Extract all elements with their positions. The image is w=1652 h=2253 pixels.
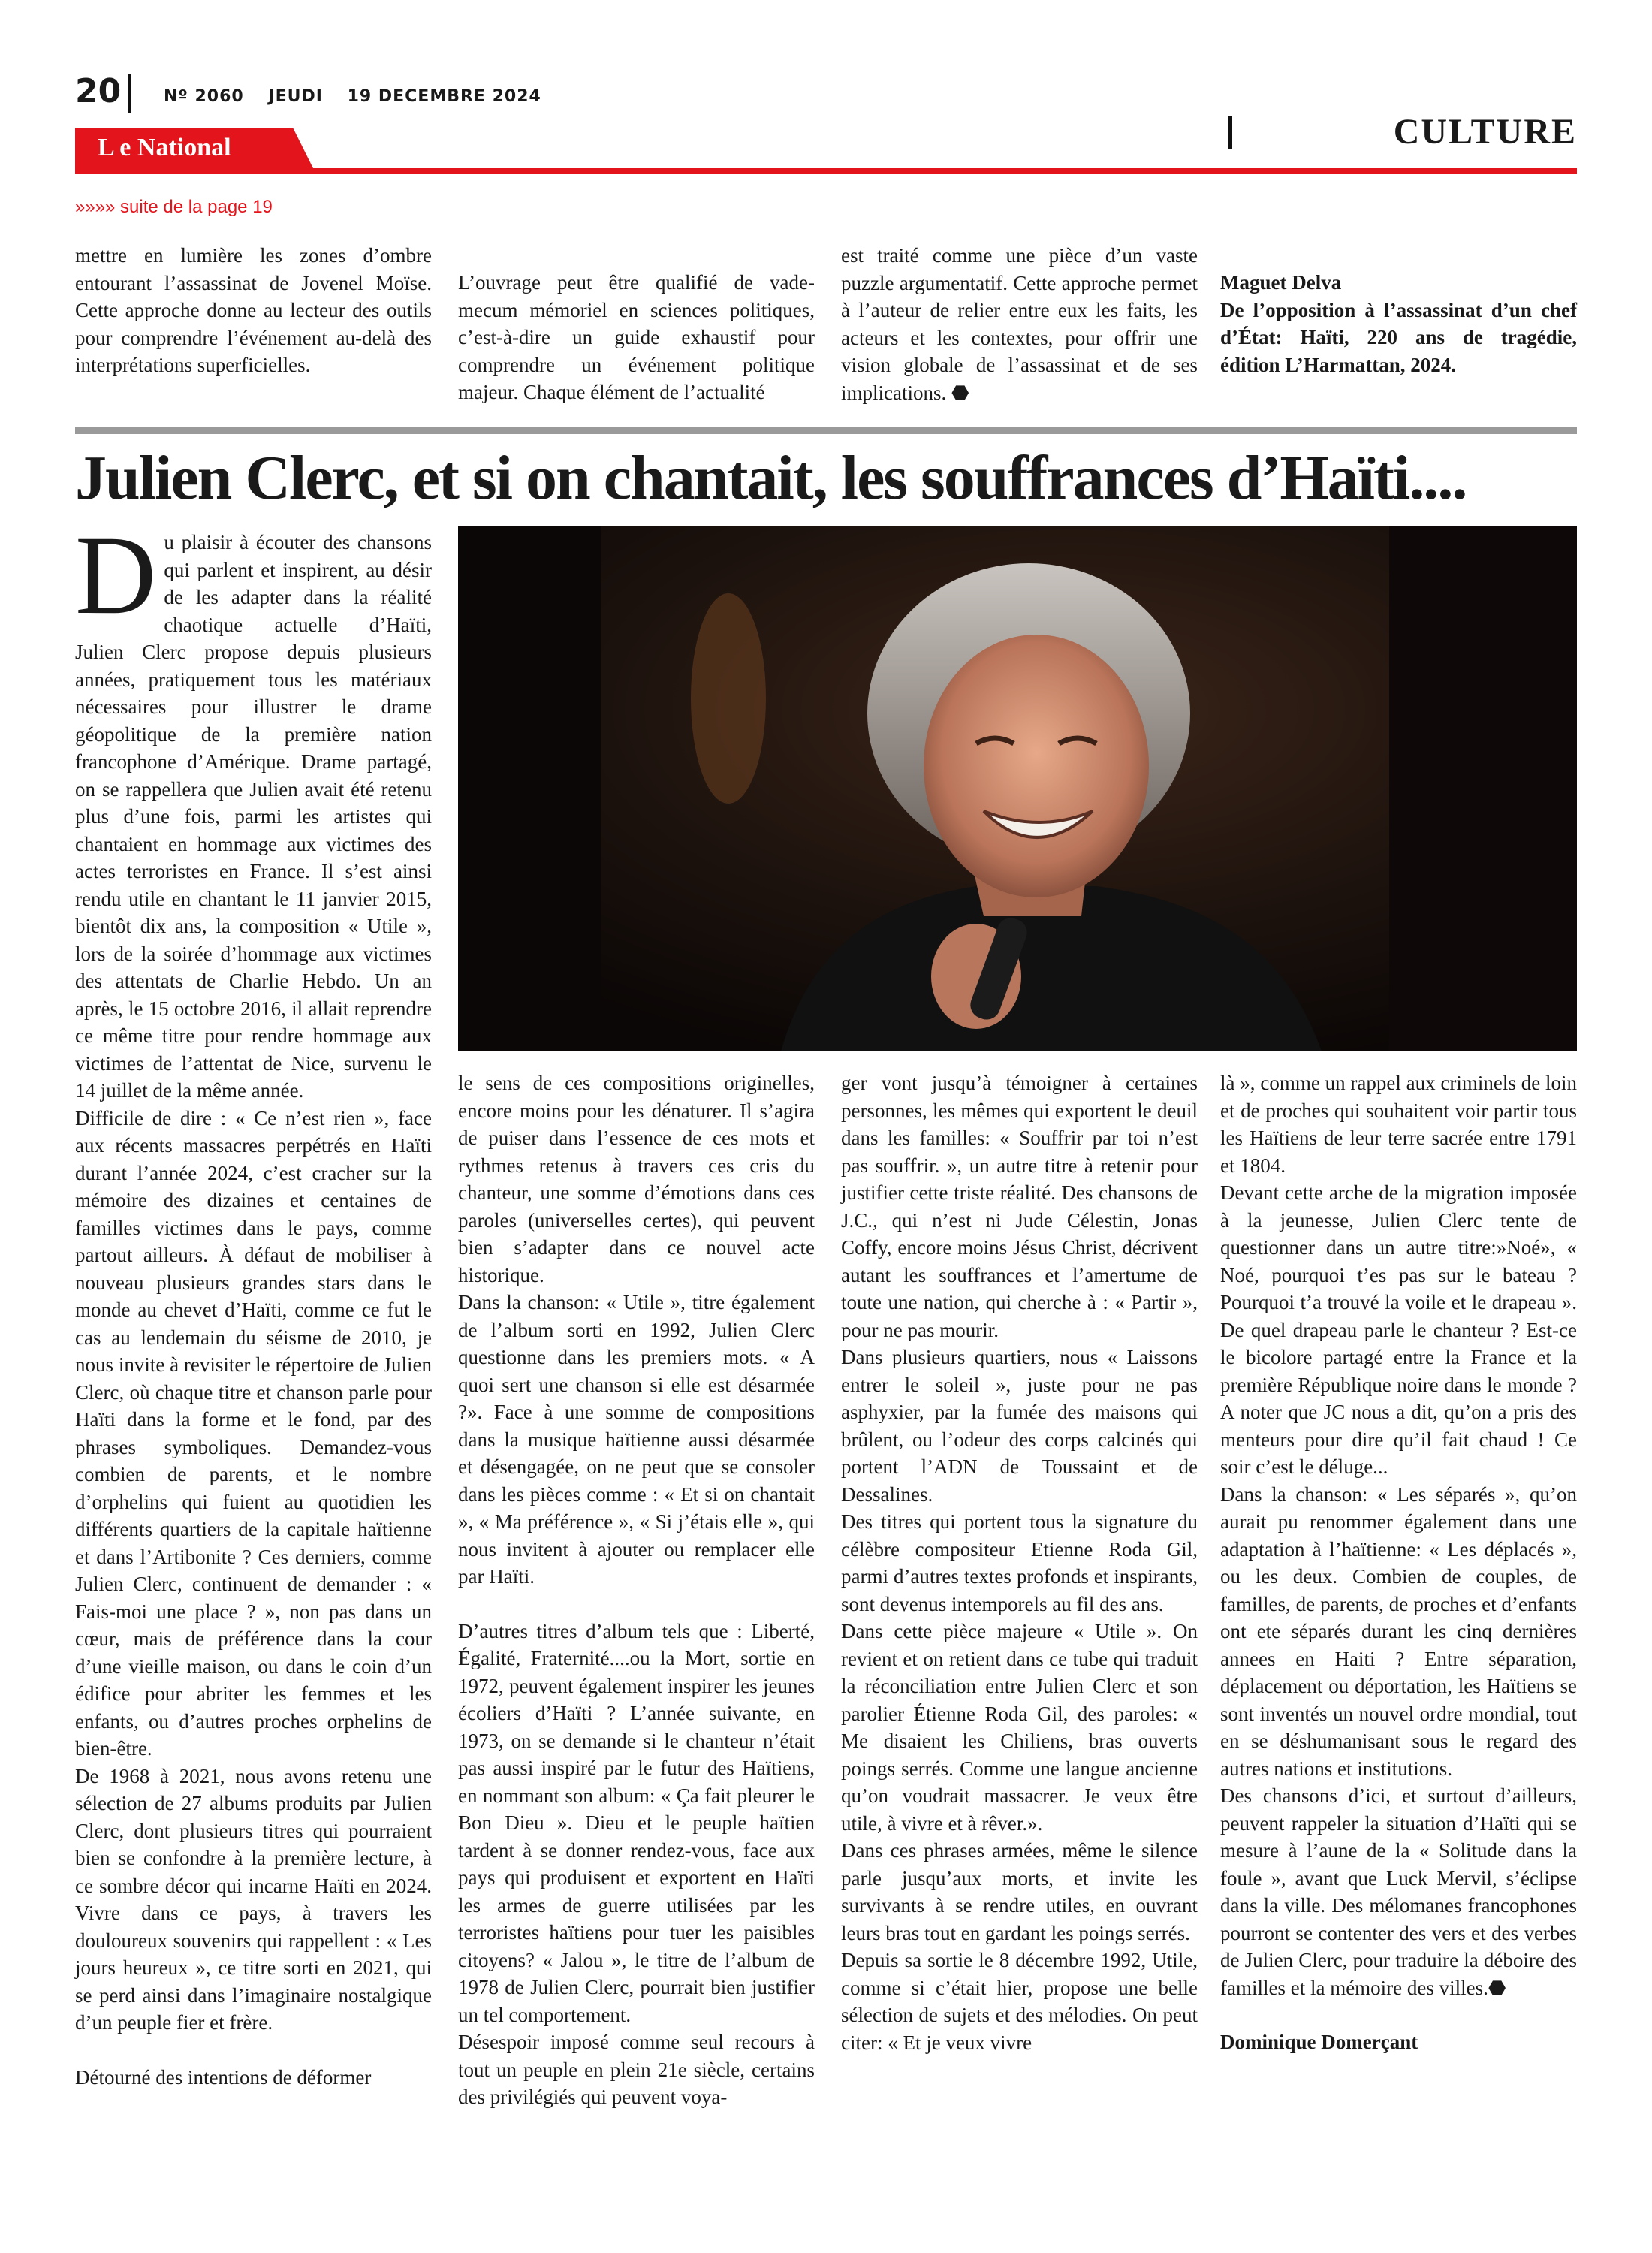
article-photo <box>458 526 1577 1051</box>
page-number-divider <box>128 74 131 113</box>
article-column-4 <box>1220 1069 1577 2056</box>
drop-cap: D <box>75 513 157 638</box>
issue-line <box>164 87 559 106</box>
singer-portrait-illustration <box>458 526 1577 1051</box>
prev-article-text: L’ouvrage peut être qualifié de vade-mecum mémoriel en sciences politiques, c’est-à-dire un guide exhaustif pour comprendre un événement politique majeur. Chaque élément de l’actualité <box>458 271 815 403</box>
brand-name: L e National <box>98 134 231 161</box>
article-paragraph: u plaisir à écouter des chansons qui parlent et inspirent, au désir de les adapter dans la réalité chaotique actuelle d’Haïti, Julien Clerc propose depuis plusieurs années, pratiquement tous les matériaux nécessaires pour illustrer le drame géopolitique de la première nation francophone d’Amérique. Drame partagé, on se rappellera que Julien avait été retenu plus d’une fois, parmi les artistes qui chantaient en hommage aux victimes des actes terroristes en France. Il s’est ainsi rendu utile en chantant le 11 janvier 2015, bientôt dix ans, la composition « Utile », lors de la soirée d’hommage aux victimes des attentats de Charlie Hebdo. Un an après, le 15 octobre 2016, il allait reprendre ce même titre pour rendre hommage aux victimes de l’attentat de Nice, survenu le 14 juillet de la même année. <box>75 531 432 1102</box>
prev-article-col3 <box>841 242 1198 406</box>
article-paragraph: Dans la chanson: « Les séparés », qu’on aurait pu renommer également dans une adaptation à l’haïtienne: « Les déplacés », ou les deux. Combien de couples, de familles, de parents, de proches et d’enfants ont ete séparés durant les cinq dernières annees en Haiti ? Entre séparation, déplacement ou déportation, les Haïtiens se sont inventés un nouvel ordre mondial, tout en se déshumanisant sous le regard des autres nations et institutions. <box>1220 1482 1577 1780</box>
header-rule <box>75 168 1577 174</box>
article-paragraph: Difficile de dire : « Ce n’est rien », face aux récents massacres perpétrés en Haïti durant l’année 2024, c’est cracher sur la mémoire des dizaines et centaines de familles victimes dans le pays, comme partout ailleurs. À défaut de mobiliser à nouveau plusieurs grandes stars dans le monde au chevet d’Haïti, comme ce fut le cas au lendemain du séisme de 2010, je nous invite à revisiter le répertoire de Julien Clerc, où chaque titre et chanson parle pour Haïti dans la forme et le fond, par des phrases symboliques. Demandez-vous combien de parents, et le nombre d’orphelins qui fuient au quotidien les différents quartiers de la capitale haïtienne et dans l’Artibonite ? Ces derniers, comme Julien Clerc, continuent de demander : « Fais-moi une place ? », non pas dans un cœur, mais de préférence dans la cour d’une vieille maison, ou dans le coin d’un édifice pour abriter les femmes et les enfants, ou d’autres proches orphelins de bien-être. <box>75 1106 432 1760</box>
article-separator <box>75 427 1577 434</box>
article-paragraph: Dans ces phrases armées, même le silence parle jusqu’aux morts, et invite les survivants à se rendre utiles, en ouvrant leurs bras tout en gardant les poings serrés. <box>841 1839 1198 1944</box>
issue-day: JEUDI <box>268 87 323 106</box>
article-paragraph: De 1968 à 2021, nous avons retenu une sélection de 27 albums produits par Julien Clerc, dont plusieurs titres qui pourraient bien se confondre à la première lecture, à ce sombre décor qui incarne Haïti en 2024. Vivre dans ce pays, à travers les douloureux souvenirs qui rappellent : « Les jours heureux », ce titre sorti en 2021, qui se perd ainsi dans l’imaginaire nostalgique d’un peuple fier et frère. <box>75 1764 432 2034</box>
article-paragraph: Détourné des intentions de déformer <box>75 2065 372 2089</box>
article-paragraph: le sens de ces compositions originelles, encore moins pour les dénaturer. Il s’agira de puiser dans l’essence de ces mots et rythmes retenus à travers ces cris du chanteur, une somme d’émotions dans ces paroles (universelles certes), qui peuvent bien s’adapter dans ce nouvel acte historique. <box>458 1072 815 1286</box>
article-column-3 <box>841 1069 1198 2056</box>
article-paragraph: Dans la chanson: « Utile », titre également de l’album sorti en 1992, Julien Clerc questionne dans les premiers mots. « A quoi sert une chanson si elle est désarmée ?». Face à une somme de compositions dans la musique haïtienne aussi désarmée et désengagée, on ne peut que se consoler dans les pièces comme : « Et si on chantait », « Ma préférence », « Si j’étais elle », qui nous invitent à ajouter ou remplacer elle par Haïti. <box>458 1291 815 1588</box>
article-column-1 <box>75 513 432 2091</box>
article-paragraph: D’autres titres d’album tels que : Liberté, Égalité, Fraternité....ou la Mort, sortie en 1972, peuvent également inspirer les jeunes écoliers d’Haïti ? L’année suivante, en 1973, on se demande si le chanteur n’était pas aussi inspiré par le futur des Haïtiens, en nommant son album: « Ça fait pleurer le Bon Dieu ». Dieu et le peuple haïtien tardent à se donner rendez-vous, face aux pays qui produisent et exportent en Haïti les armes de guerre utilisées par les terroristes haïtiens pour tuer les paisibles citoyens? « Jalou », le titre de l’album de 1978 de Julien Clerc, pourrait bien justifier un tel comportement. <box>458 1619 815 2026</box>
issue-number: Nº 2060 <box>164 87 244 106</box>
page-number: 20 <box>75 72 122 110</box>
prev-article-author: Maguet Delva <box>1220 271 1342 294</box>
prev-article-byline <box>1220 269 1577 379</box>
section-title: CULTURE <box>1393 112 1577 152</box>
prev-article-col2 <box>458 269 815 406</box>
prev-article-text: mettre en lumière les zones d’ombre entourant l’assassinat de Jovenel Moïse. Cette approche donne au lecteur des outils pour comprendre l’événement au-delà des interprétations superficielles. <box>75 244 432 376</box>
article-paragraph: Depuis sa sortie le 8 décembre 1992, Utile, comme si c’était hier, propose une belle sélection de sujets et des mélodies. On peut citer: « Et je veux vivre <box>841 1949 1198 2054</box>
article-paragraph: Dans plusieurs quartiers, nous « Laissons entrer le soleil », juste pour ne pas asphyxier, par la fumée des maisons qui brûlent, ou l’odeur des corps calcinés qui portent l’ADN de Toussaint et de Dessalines. <box>841 1346 1198 1506</box>
prev-article-text: est traité comme une pièce d’un vaste puzzle argumentatif. Cette approche permet à l’auteur de relier entre eux les faits, les acteurs et les contextes, pour offrir une vision globale de l’assassinat et de ses implications. ⬣ <box>841 244 1198 404</box>
article-paragraph: ger vont jusqu’à témoigner à certaines personnes, les mêmes qui exportent le deuil dans les familles: « Souffrir par toi n’est pas souffrir. », un autre titre à retenir pour justifier cette triste réalité. Des chansons de J.C., qui n’est ni Jude Célestin, Jonas Coffy, encore moins Jésus Christ, décrivent autant les souffrances et l’amertume de toute une nation, qui cherche à : « Partir », pour ne pas mourir. <box>841 1072 1198 1341</box>
article-paragraph: Des chansons d’ici, et surtout d’ailleurs, peuvent rappeler la situation d’Haïti qui se mesure à l’aune de la « Solitude dans la foule », avant que Luck Mervil, s’éclipse dans la ville. Des mélomanes francophones pourront se contenter des vers et des verbes de Julien Clerc, pour traduire la déboire des familles et la mémoire des villes.⬣ <box>1220 1784 1577 1999</box>
continuation-note: »»»» suite de la page 19 <box>75 197 273 217</box>
section-divider <box>1228 116 1232 149</box>
article-paragraph: Désespoir imposé comme seul recours à tout un peuple en plein 21e siècle, certains des privilégiés qui peuvent voya- <box>458 2031 815 2108</box>
article-paragraph: Devant cette arche de la migration imposée à la jeunesse, Julien Clerc tente de questionner dans un autre titre:»Noé», « Noé, pourquoi t’es pas sur le bateau ? Pourquoi t’a trouvé la voile et le drapeau ». De quel drapeau parle le chanteur ? Est-ce le bicolore partagé entre la France et la première République noire dans le monde ? A noter que JC nous a dit, qu’on a pris des menteurs pour dire qu’il fait chaud ! Ce soir c’est le déluge... <box>1220 1181 1577 1478</box>
article-paragraph: Dans cette pièce majeure « Utile ». On revient et on retient dans ce tube qui traduit la réconciliation entre Julien Clerc et son parolier Étienne Roda Gil, des paroles: « Me disaient les Chiliens, bras ouverts poings serrés. Comme une langue ancienne qu’on voudrait massacrer. Je veux être utile, à vivre et à rêver.». <box>841 1620 1198 1835</box>
prev-article-book-ref: De l’opposition à l’assassinat d’un chef d’État: Haïti, 220 ans de tragédie, édition L’Harmattan, 2024. <box>1220 298 1577 376</box>
article-headline: Julien Clerc, et si on chantait, les souffrances d’Haïti.... <box>75 443 1467 513</box>
article-author: Dominique Domerçant <box>1220 2031 1418 2053</box>
article-paragraph: Des titres qui portent tous la signature du célèbre compositeur Etienne Roda Gil, parmi d’autres textes profonds et inspirants, sont devenus intemporels au fil des ans. <box>841 1510 1198 1615</box>
article-column-2 <box>458 1069 815 2111</box>
issue-date: 19 DECEMBRE 2024 <box>347 87 541 106</box>
article-paragraph: là », comme un rappel aux criminels de loin et de proches qui souhaitent voir partir tous les Haïtiens de leur terre sacrée entre 1791 et 1804. <box>1220 1072 1577 1177</box>
prev-article-col1 <box>75 242 432 379</box>
